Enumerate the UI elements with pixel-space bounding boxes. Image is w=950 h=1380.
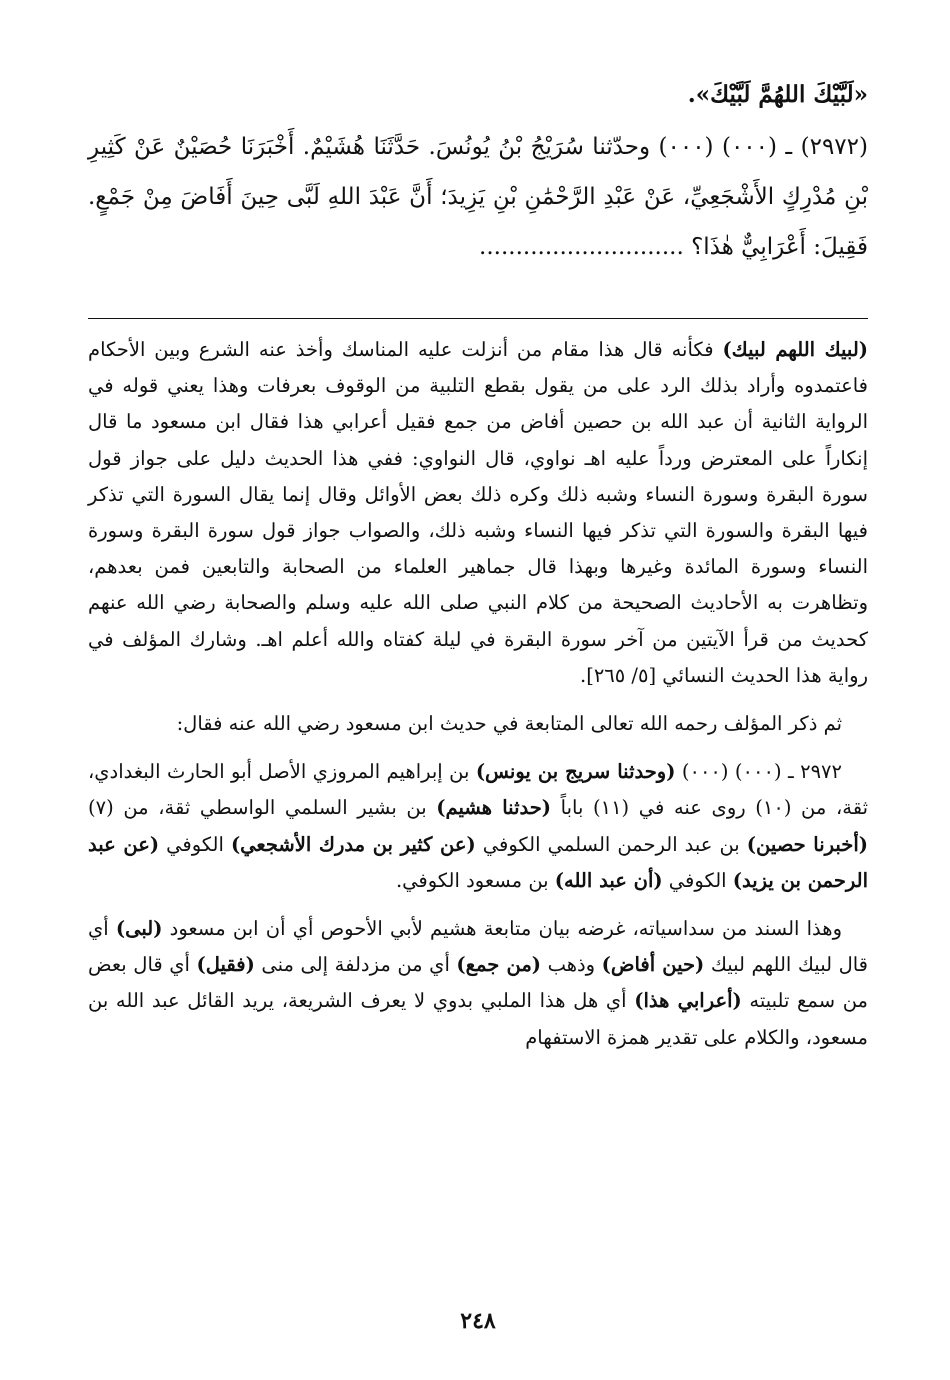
commentary-text: وهذا السند من سداسياته، غرضه بيان متابعة هشيم لأبي الأحوص أي أن ابن مسعود bbox=[162, 917, 842, 941]
bold-term: (أن عبد الله) bbox=[554, 868, 663, 892]
commentary-text: أي هل هذا الملبي بدوي لا يعرف الشريعة، يريد القائل عبد الله بن مسعود، والكلام على تقدير همزة الاستفهام bbox=[88, 989, 868, 1049]
bold-term: (حدثنا هشيم) bbox=[436, 796, 552, 820]
commentary-paragraph-1 bbox=[88, 332, 868, 694]
footnote-separator bbox=[88, 318, 868, 319]
commentary-text: بن إبراهيم المروزي الأصل أبو الحارث البغدادي، ثقة، من (١٠) روى عنه في (١١) باباً bbox=[88, 760, 868, 820]
commentary-paragraph-3 bbox=[88, 754, 868, 899]
commentary-text: فكأنه قال هذا مقام من أنزلت عليه المناسك وأخذ عنه الشرع وبين الأحكام فاعتمدوه وأراد بذلك الرد على من يقول بقطع التلبية من الوقوف بعرفات وهذا يعني قوله في الرواية الثانية أن عبد الله بن حصين أفاض من جمع فقيل أعرابي هذا فقال ابن مسعود ما قال إنكاراً على المعترض ورداً عليه اهـ نواوي، قال النواوي: ففي هذا الحديث دليل على جواز قول سورة البقرة وسورة النساء وشبه ذلك وكره ذلك بعض الأوائل وقال إنما يقال السورة التي تذكر فيها البقرة والسورة التي تذكر فيها النساء وشبه ذلك، والصواب جواز قول سورة البقرة وسورة النساء وسورة المائدة وغيرها وبهذا قال جماهير العلماء من الصحابة والتابعين فمن بعدهم، وتظاهرت به الأحاديث الصحيحة من كلام النبي صلى الله عليه وسلم والصحابة رضي الله عنهم كحديث من قرأ الآيتين من آخر سورة البقرة في ليلة كفتاه والله أعلم اهـ. وشارك المؤلف في رواية هذا الحديث النسائي [٥/ ٢٦٥]. bbox=[88, 338, 868, 687]
bold-term: (حين أفاض) bbox=[601, 953, 705, 977]
bold-term: (عن عبد الرحمن بن يزيد) bbox=[88, 832, 868, 892]
commentary-text: أي قال لبيك اللهم لبيك bbox=[88, 917, 868, 977]
commentary-text: بن مسعود الكوفي. bbox=[395, 868, 555, 892]
commentary-text: أي من مزدلفة إلى منى bbox=[254, 953, 457, 977]
commentary-text: وذهب bbox=[541, 953, 602, 977]
document-page bbox=[88, 70, 868, 1350]
commentary-text: الكوفي bbox=[159, 832, 231, 856]
bold-term: (أعرابي هذا) bbox=[634, 989, 742, 1013]
page-number: ٢٤٨ bbox=[460, 1308, 496, 1334]
bold-term: (لبى) bbox=[115, 917, 163, 941]
commentary-text: ٢٩٧٢ ـ (٠٠٠) (٠٠٠) bbox=[675, 760, 843, 784]
bold-term: (أخبرنا حصين) bbox=[746, 832, 868, 856]
bold-term: (لبيك اللهم لبيك) bbox=[722, 338, 868, 361]
commentary-text: الكوفي bbox=[662, 868, 733, 892]
commentary-text: أي قال بعض من سمع تلبيته bbox=[88, 953, 868, 1013]
hadith-text bbox=[88, 70, 868, 272]
commentary-paragraph-4 bbox=[88, 911, 868, 1056]
commentary-text: بن بشير السلمي الواسطي ثقة، من (٧) bbox=[88, 796, 437, 820]
hadith-body: (٢٩٧٢) ـ (٠٠٠) (٠٠٠) وحدّثنا سُرَيْجُ بْنُ يُونُسَ. حَدَّثَنَا هُشَيْمٌ. أَخْبَرَنَا حُصَيْنٌ عَنْ كَثِيرِ بْنِ مُدْرِكٍ الأَشْجَعِيِّ، عَنْ عَبْدِ الرَّحْمَٰنِ بْنِ يَزِيدَ؛ أَنَّ عَبْدَ اللهِ لَبَّى حِينَ أَفَاضَ مِنْ جَمْعٍ. فَقِيلَ: أَعْرَابِيٌّ هٰذَا؟ ............................ bbox=[88, 134, 868, 260]
commentary-paragraph-2 bbox=[88, 706, 868, 742]
bold-term: (فقيل) bbox=[196, 953, 255, 977]
commentary-text: بن عبد الرحمن السلمي الكوفي bbox=[475, 832, 747, 856]
bold-term: (عن كثير بن مدرك الأشجعي) bbox=[230, 832, 476, 856]
bold-term: (وحدثنا سريج بن يونس) bbox=[475, 760, 676, 784]
commentary bbox=[88, 332, 868, 1068]
commentary-text: ثم ذكر المؤلف رحمه الله تعالى المتابعة في حديث ابن مسعود رضي الله عنه فقال: bbox=[176, 712, 842, 736]
hadith-lead: «لَبَّيْكَ اللهُمَّ لَبَّيْكَ». bbox=[687, 81, 868, 108]
bold-term: (من جمع) bbox=[456, 953, 542, 977]
